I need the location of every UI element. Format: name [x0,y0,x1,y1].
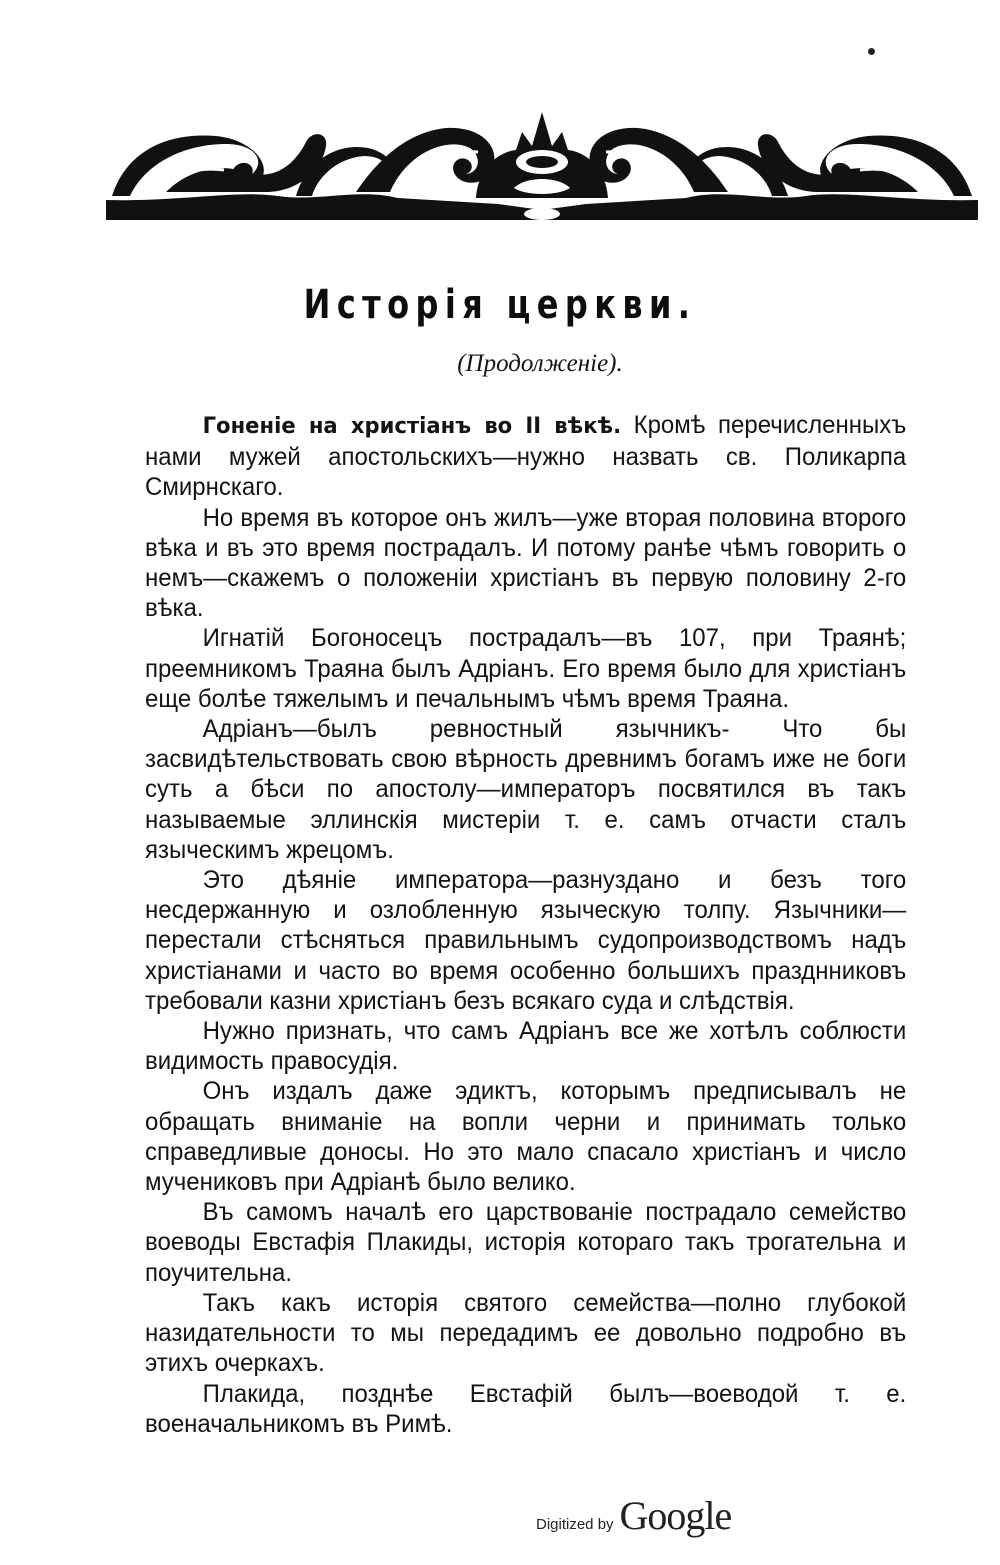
paragraph-3: Игнатій Богоносецъ пострадалъ—въ 107, при Траянѣ; преемникомъ Траяна былъ Адріанъ. Его время было для христіанъ еще болѣе тяжелымъ и печальнымъ чѣмъ время Траяна. [145,624,907,713]
print-speck [868,48,875,55]
page-title: Исторія церкви. [303,282,697,328]
article-body [145,410,906,1439]
paragraph-9: Такъ какъ исторія святого семейства—полно глубокой назидательности то мы передадимъ ее довольно подробно въ этихъ очеркахъ. [145,1288,907,1378]
paragraph-text: Кромѣ перечисленныхъ нами мужей апостольскихъ—нужно назвать св. Поликарпа Смирнскаго. [145,411,907,502]
page-subtitle: (Продолженіе). [457,350,623,377]
digitized-by-label: Digitized by [536,1516,614,1533]
paragraph-7: Онъ издалъ даже эдиктъ, которымъ предписывалъ не обращать вниманіе на вопли черни и принимать только справедливые доносы. Но это мало спасало христіанъ и число мучениковъ при Адріанѣ было велико. [145,1077,907,1197]
paragraph-1 [145,410,906,503]
paragraph-6: Нужно признать, что самъ Адріанъ все же хотѣлъ соблюсти видимость правосудія. [145,1017,907,1076]
floral-headpiece-ornament-icon [106,92,978,222]
paragraph-2: Но время въ которое онъ жилъ—уже вторая половина второго вѣка и въ это время пострадалъ. И потому ранѣе чѣмъ говорить о немъ—скажемъ о положеніи христіанъ въ первую половину 2-го вѣка. [145,503,907,623]
section-lead: Гоненіе на христіанъ во II вѣкѣ. [202,414,622,439]
paragraph-4: Адріанъ—былъ ревностный язычникъ- Что бы засвидѣтельствовать свою вѣрность древнимъ богамъ иже не боги суть а бѣси по апостолу—императоръ посвятился въ такъ называемые эллинскія мистеріи т. е. самъ отчасти сталъ языческимъ жрецомъ. [145,715,907,864]
paragraph-10: Плакида, позднѣе Евстафій былъ—воеводой т. е. военачальникомъ въ Римѣ. [145,1379,907,1438]
paragraph-5: Это дѣяніе императора—разнуздано и безъ того несдержанную и озлобленную языческую толпу. Язычники—перестали стѣсняться правильнымъ судопроизводствомъ надъ христіанами и часто во время особенно большихъ празднниковъ требовали казни христіанъ безъ всякаго суда и слѣдствія. [145,866,907,1015]
digitization-watermark [536,1492,731,1539]
paragraph-8: Въ самомъ началѣ его царствованіе пострадало семейство воеводы Евстафія Плакиды, исторія котораго такъ трогательна и поучительна. [145,1198,907,1287]
google-logo: Google [619,1493,732,1538]
